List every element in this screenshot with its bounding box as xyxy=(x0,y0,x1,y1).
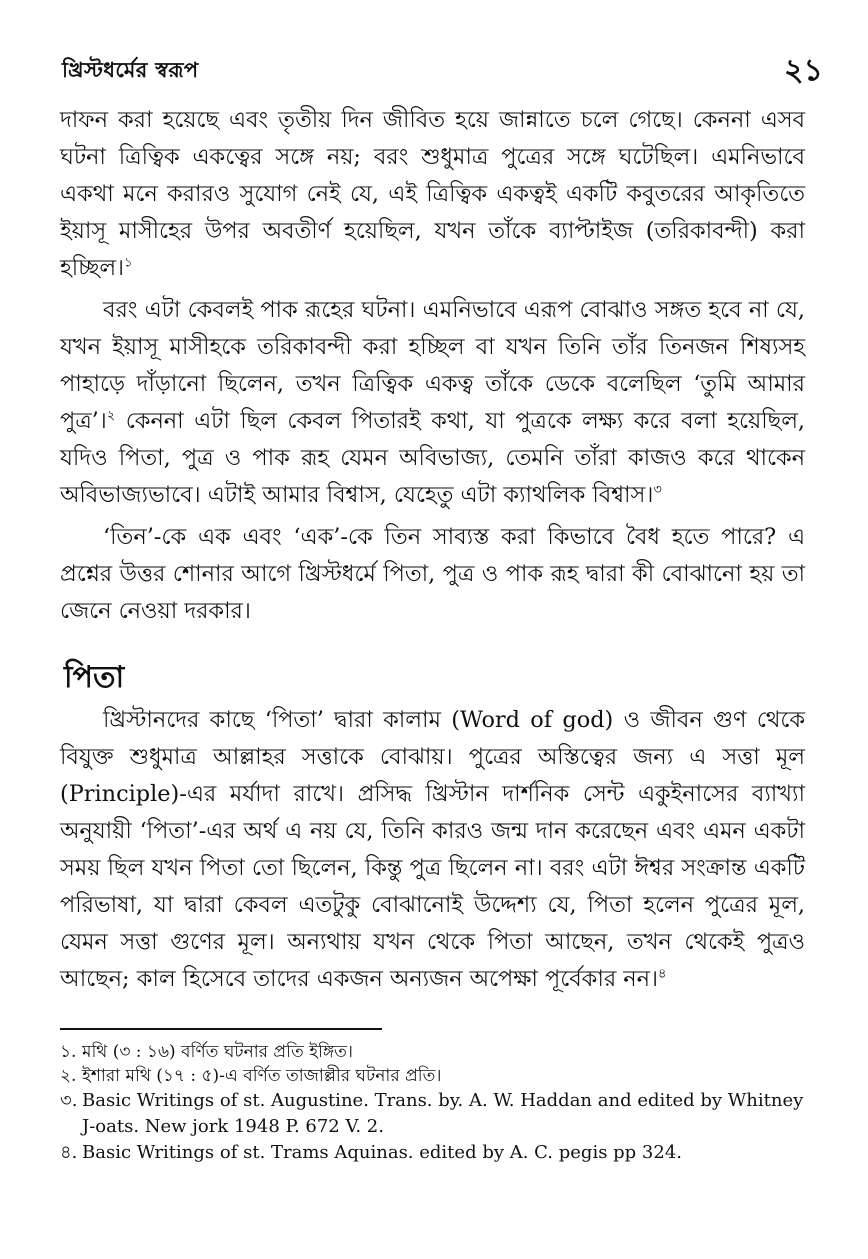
footnote-1 xyxy=(60,1040,805,1064)
footnote-2 xyxy=(60,1064,805,1088)
paragraph-3-text: ‘তিন’-কে এক এবং ‘এক’-কে তিন সাব্যস্ত করা কিভাবে বৈধ হতে পারে? এ প্রশ্নের উত্তর শোনার আগে খ্রিস্টধর্মে পিতা, পুত্র ও পাক রূহ দ্বারা কী বোঝানো হয় তা জেনে নেওয়া দরকার। xyxy=(60,524,805,624)
footnotes xyxy=(60,1040,805,1166)
paragraph-4 xyxy=(60,702,805,998)
footnote-ref-1: ১ xyxy=(124,255,133,271)
footnote-number: ১. xyxy=(60,1042,77,1062)
paragraph-2 xyxy=(60,292,805,514)
footnote-number: ২. xyxy=(60,1066,77,1086)
paragraph-3 xyxy=(60,519,805,630)
paragraph-4-text: খ্রিস্টানদের কাছে ‘পিতা’ দ্বারা কালাম (Word of god) ও জীবন গুণ থেকে বিযুক্ত শুধুমাত্র আল্লাহর সত্তাকে বোঝায়। পুত্রের অস্তিত্বের জন্য এ সত্তা মূল (Principle)-এর মর্যাদা রাখে। প্রসিদ্ধ খ্রিস্টান দার্শনিক সেন্ট একুইনাসের ব্যাখ্যা অনুযায়ী ‘পিতা’-এর অর্থ এ নয় যে, তিনি কারও জন্ম দান করেছেন এবং এমন একটা সময় ছিল যখন পিতা তো ছিলেন, কিন্তু পুত্র ছিলেন না। বরং এটা ঈশ্বর সংক্রান্ত একটি পরিভাষা, যা দ্বারা কেবল এতটুকু বোঝানোই উদ্দেশ্য যে, পিতা হলেন পুত্রের মূল, যেমন সত্তা গুণের মূল। অন্যথায় যখন থেকে পিতা আছেন, তখন থেকেই পুত্রও আছেন; কাল হিসেবে তাদের একজন অন্যজন অপেক্ষা পূর্বেকার নন। xyxy=(60,707,805,992)
footnote-ref-4: ৪ xyxy=(658,966,667,982)
footnote-number: ৪. xyxy=(60,1142,78,1163)
footnote-text: Basic Writings of st. Augustine. Trans. by. A. W. Haddan and edited by Whitney J-oats. New jork 1948 P. 672 V. 2. xyxy=(82,1090,804,1137)
section-heading: পিতা xyxy=(64,660,125,695)
paragraph-2-text-b: কেননা এটা ছিল কেবল পিতারই কথা, যা পুত্রকে লক্ষ্য করে বলা হয়েছিল, যদিও পিতা, পুত্র ও পাক রূহ যেমন অবিভাজ্য, তেমনি তাঁরা কাজও করে থাকেন অবিভাজ্যভাবে। এটাই আমার বিশ্বাস, যেহেতু এটা ক্যাথলিক বিশ্বাস। xyxy=(60,408,805,508)
running-head xyxy=(60,40,823,92)
footnote-ref-2: ২ xyxy=(106,408,116,424)
footnote-ref-3: ৩ xyxy=(653,482,662,498)
running-title: খ্রিস্টধর্মের স্বরূপ xyxy=(62,57,199,82)
footnote-3 xyxy=(60,1088,805,1140)
page-number: ২১ xyxy=(784,53,823,88)
footnote-text: ইশারা মথি (১৭ : ৫)-এ বর্ণিত তাজাল্লীর ঘটনার প্রতি। xyxy=(82,1066,442,1086)
paragraph-2-text-a: বরং এটা কেবলই পাক রূহের ঘটনা। এমনিভাবে এরূপ বোঝাও সঙ্গত হবে না যে, যখন ইয়াসূ মাসীহকে তরিকাবন্দী করা হচ্ছিল বা যখন তিনি তাঁর তিনজন শিষ্যসহ পাহাড়ে দাঁড়ানো ছিলেন, তখন ত্রিত্বিক একত্ব তাঁকে ডেকে বলেছিল ‘তুমি আমার পুত্র’। xyxy=(60,297,805,434)
paragraph-1-text: দাফন করা হয়েছে এবং তৃতীয় দিন জীবিত হয়ে জান্নাতে চলে গেছে। কেননা এসব ঘটনা ত্রিত্বিক একত্বের সঙ্গে নয়; বরং শুধুমাত্র পুত্রের সঙ্গে ঘটেছিল। এমনিভাবে একথা মনে করারও সুযোগ নেই যে, এই ত্রিত্বিক একত্বই একটি কবুতরের আকৃতিতে ইয়াসূ মাসীহের উপর অবতীর্ণ হয়েছিল, যখন তাঁকে ব্যাপ্টাইজ (তরিকাবন্দী) করা হচ্ছিল। xyxy=(60,107,805,281)
footnote-text: Basic Writings of st. Trams Aquinas. edited by A. C. pegis pp 324. xyxy=(82,1142,683,1163)
book-page xyxy=(60,40,823,1166)
footnote-text: মথি (৩ : ১৬) বর্ণিত ঘটনার প্রতি ইঙ্গিত। xyxy=(82,1042,353,1062)
footnote-divider xyxy=(60,1028,382,1030)
paragraph-1 xyxy=(60,102,805,287)
footnote-number: ৩. xyxy=(60,1090,78,1111)
footnote-4 xyxy=(60,1140,805,1166)
